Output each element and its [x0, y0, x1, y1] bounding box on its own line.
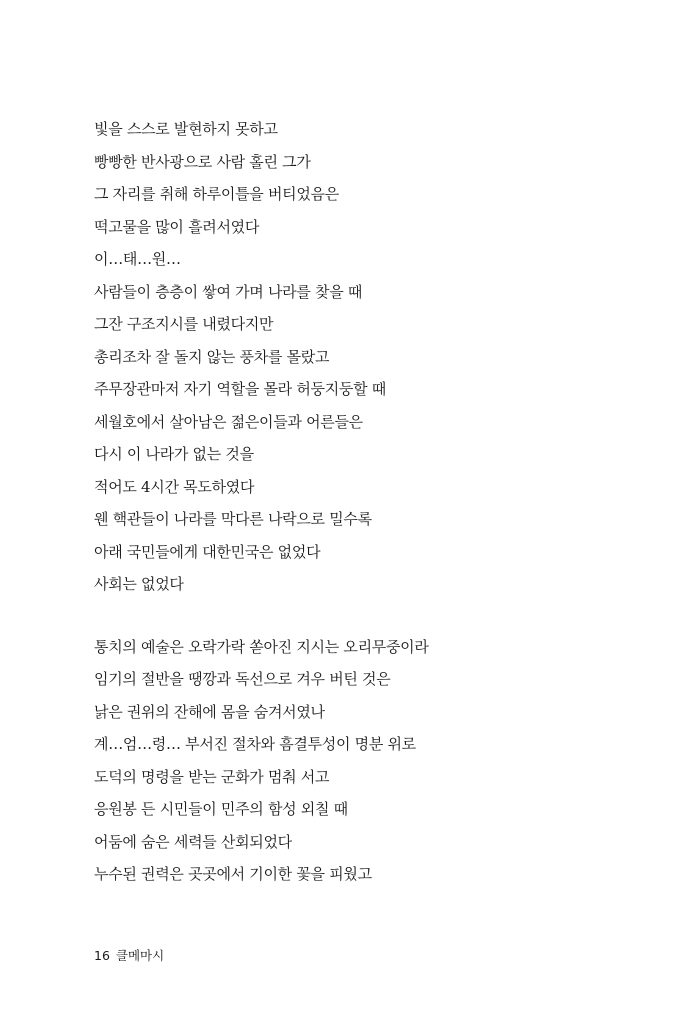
poem-line: 사람들이 층층이 쌓여 가며 나라를 찾을 때 — [94, 282, 363, 301]
poem-body — [94, 113, 654, 891]
poem-line: 떡고물을 많이 흘려서였다 — [94, 217, 260, 236]
poem-line: 낡은 권위의 잔해에 몸을 숨겨서였나 — [94, 702, 325, 721]
poem-line: 계…엄…령… 부서진 절차와 흠결투성이 명분 위로 — [94, 735, 416, 753]
poem-line: 그잔 구조지시를 내렸다지만 — [94, 315, 274, 333]
poem-line: 그 자리를 취해 하루이틀을 버티었음은 — [94, 185, 339, 203]
poem-line: 어둠에 숨은 세력들 산회되었다 — [94, 832, 292, 851]
page-footer — [94, 946, 164, 964]
poem-line: 아래 국민들에게 대한민국은 없었다 — [94, 542, 321, 561]
poem-line: 총리조차 잘 돌지 않는 풍차를 몰랐고 — [94, 347, 330, 366]
poem-line: 도덕의 명령을 받는 군화가 멈춰 서고 — [94, 767, 330, 786]
poem-line: 사회는 없었다 — [94, 575, 184, 593]
stanza-1 — [94, 113, 654, 601]
page-number: 16 — [94, 948, 110, 963]
poem-line: 세월호에서 살아남은 젊은이들과 어른들은 — [94, 412, 363, 431]
poem-line: 다시 이 나라가 없는 것을 — [94, 445, 254, 463]
poem-line: 적어도 4시간 목도하였다 — [94, 477, 255, 496]
stanza-2 — [94, 631, 654, 891]
poem-line: 임기의 절반을 땡깡과 독선으로 겨우 버틴 것은 — [94, 670, 391, 688]
poem-line: 빵빵한 반사광으로 사람 홀린 그가 — [94, 152, 311, 171]
poem-line: 이…태…원… — [94, 250, 181, 268]
poem-line: 누수된 권력은 곳곳에서 기이한 꽃을 피웠고 — [94, 865, 372, 883]
poem-line: 주무장관마저 자기 역할을 몰라 허둥지둥할 때 — [94, 380, 386, 398]
running-title: 클메마시 — [115, 948, 165, 963]
poem-line: 웬 핵관들이 나라를 막다른 나락으로 밀수록 — [94, 510, 372, 528]
poem-line: 통치의 예술은 오락가락 쏟아진 지시는 오리무중이라 — [94, 637, 429, 656]
poem-line: 빛을 스스로 발현하지 못하고 — [94, 120, 278, 138]
poem-line: 응원봉 든 시민들이 민주의 함성 외칠 때 — [94, 800, 348, 818]
